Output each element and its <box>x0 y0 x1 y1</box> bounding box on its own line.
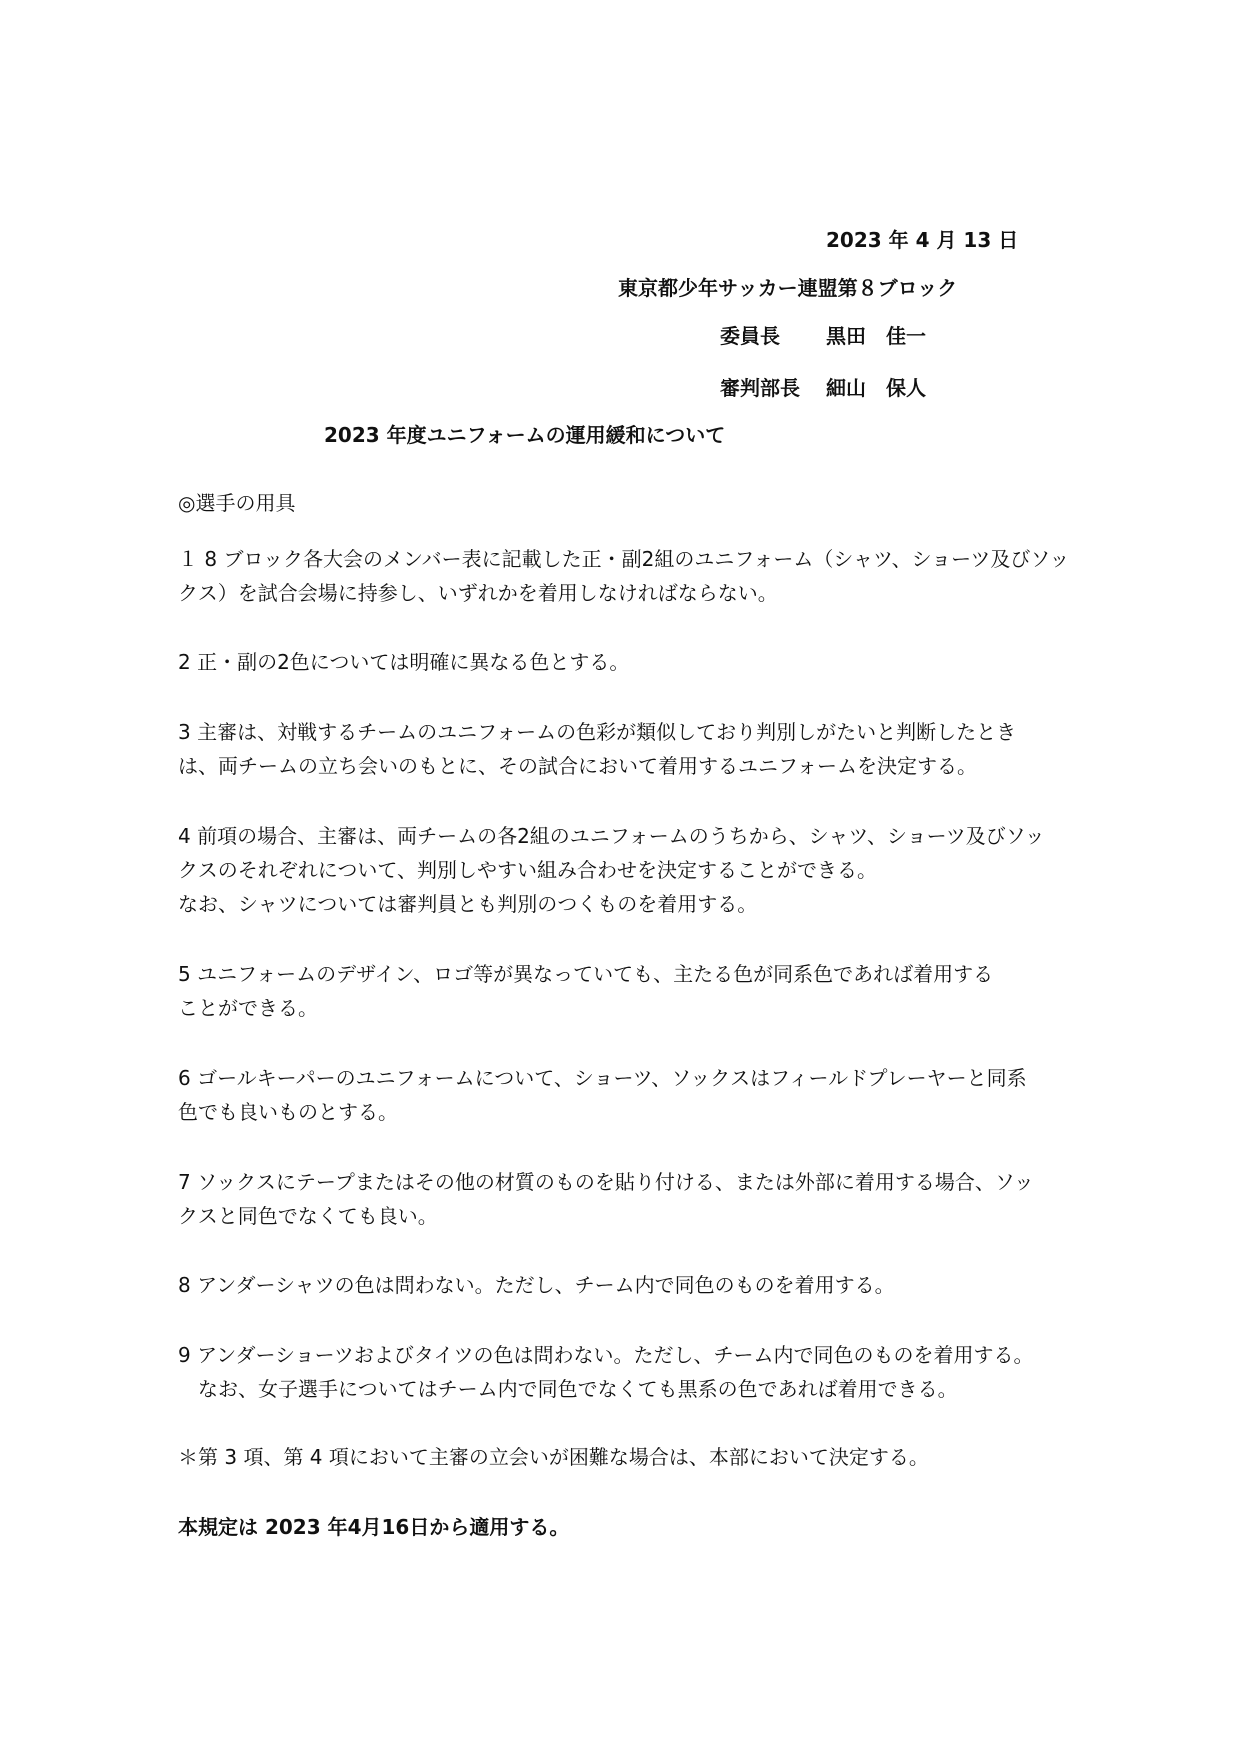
rule-item-6 <box>178 1061 1078 1129</box>
rule-item-9-line-2: なお、女子選手についてはチーム内で同色でなくても黒系の色であれば着用できる。 <box>178 1377 958 1401</box>
rule-item-1-line-2: クス）を試合会場に持参し、いずれかを着用しなければならない。 <box>178 581 778 605</box>
rule-item-4-line-2: クスのそれぞれについて、判別しやすい組み合わせを決定することができる。 <box>178 858 877 882</box>
rule-item-8 <box>178 1268 1078 1302</box>
rule-item-5-line-2: ことができる。 <box>178 996 318 1020</box>
rule-item-9 <box>178 1338 1078 1406</box>
rule-item-2-line-1: 2 正・副の2色については明確に異なる色とする。 <box>178 650 630 674</box>
note: ＊第 3 項、第 4 項において主審の立会いが困難な場合は、本部において決定する。 <box>178 1445 929 1469</box>
rule-item-3-line-2: は、両チームの立ち会いのもとに、その試合において着用するユニフォームを決定する。 <box>178 754 977 778</box>
rule-item-9-line-1: 9 アンダーショーツおよびタイツの色は問わない。ただし、チーム内で同色のものを着用する。 <box>178 1343 1034 1367</box>
document-date: 2023 年 4 月 13 日 <box>826 228 1019 252</box>
rule-item-4 <box>178 819 1078 921</box>
rule-item-5 <box>178 957 1078 1025</box>
rule-item-7-line-1: 7 ソックスにテープまたはその他の材質のものを貼り付ける、または外部に着用する場合、ソッ <box>178 1170 1034 1194</box>
effective-date-statement: 本規定は 2023 年4月16日から適用する。 <box>178 1515 570 1539</box>
referee-name: 細山 保人 <box>826 376 926 400</box>
rule-item-3-line-1: 3 主審は、対戦するチームのユニフォームの色彩が類似しており判別しがたいと判断したとき <box>178 720 1017 744</box>
rule-item-5-line-1: 5 ユニフォームのデザイン、ロゴ等が異なっていても、主たる色が同系色であれば着用する <box>178 962 994 986</box>
rule-item-7-line-2: クスと同色でなくても良い。 <box>178 1204 438 1228</box>
section-heading: ◎選手の用具 <box>178 491 296 515</box>
rule-item-4-line-3: なお、シャツについては審判員とも判別のつくものを着用する。 <box>178 892 758 916</box>
referee-title: 審判部長 <box>720 376 800 400</box>
rule-item-7 <box>178 1165 1078 1233</box>
rule-item-6-line-2: 色でも良いものとする。 <box>178 1100 398 1124</box>
chair-name: 黒田 佳一 <box>826 324 926 348</box>
document-title: 2023 年度ユニフォームの運用緩和について <box>324 423 726 447</box>
rule-item-8-line-1: 8 アンダーシャツの色は問わない。ただし、チーム内で同色のものを着用する。 <box>178 1273 895 1297</box>
rule-item-3 <box>178 715 1078 783</box>
rule-item-6-line-1: 6 ゴールキーパーのユニフォームについて、ショーツ、ソックスはフィールドプレーヤーと同系 <box>178 1066 1027 1090</box>
chair-title: 委員長 <box>720 324 780 348</box>
issuing-organization: 東京都少年サッカー連盟第８ブロック <box>618 276 958 300</box>
rule-item-4-line-1: 4 前項の場合、主審は、両チームの各2組のユニフォームのうちから、シャツ、ショーツ及びソッ <box>178 824 1045 848</box>
rule-item-2 <box>178 645 1078 679</box>
rule-item-1 <box>178 542 1078 610</box>
rule-item-1-line-1: １ 8 ブロック各大会のメンバー表に記載した正・副2組のユニフォーム（シャツ、ショーツ及びソッ <box>178 547 1070 571</box>
